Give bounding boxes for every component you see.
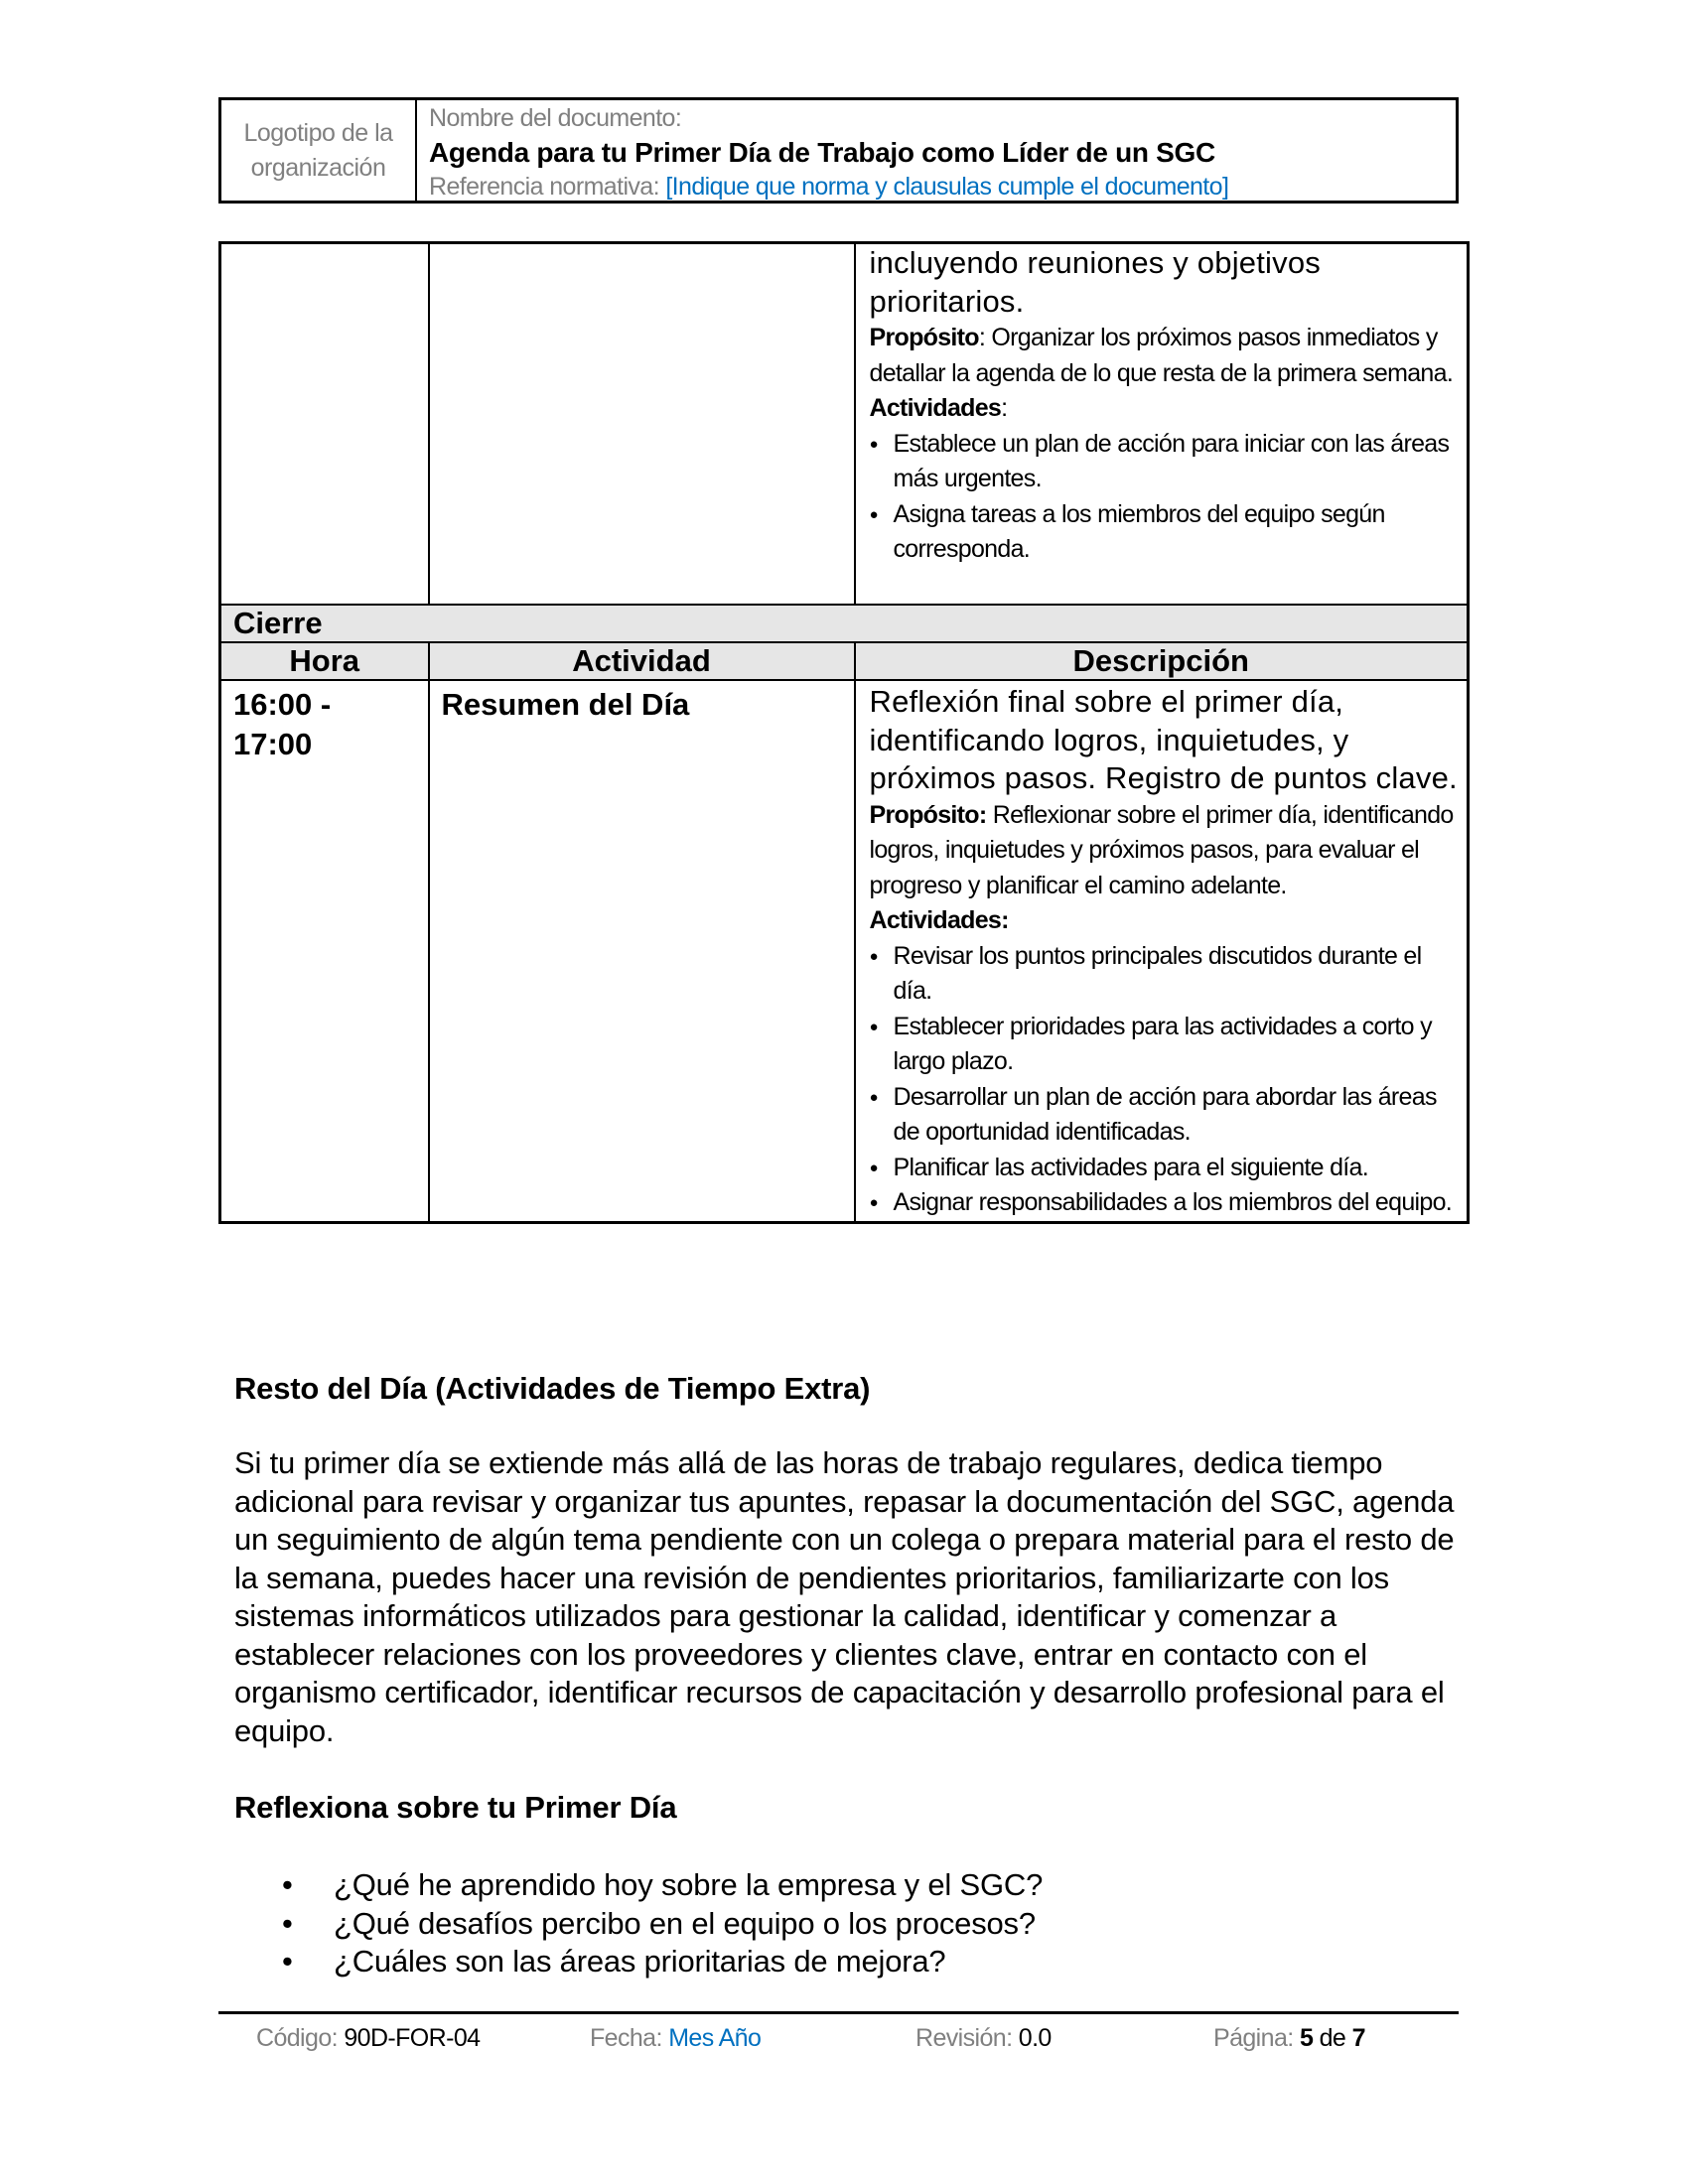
- page-sep: de: [1319, 2024, 1346, 2052]
- column-header-hora: Hora: [220, 642, 429, 680]
- list-item: ● Establecer prioridades para las actividades a corto y largo plazo.: [870, 1010, 1460, 1080]
- purpose-text: : Organizar los próximos pasos inmediatos y detallar la agenda de lo que resta de la primera semana.: [869, 324, 1454, 387]
- date-value: Mes Año: [668, 2024, 762, 2052]
- cell-hora: [220, 243, 429, 606]
- list-item: ● Establece un plan de acción para iniciar con las áreas más urgentes.: [870, 427, 1460, 497]
- cell-hora: 16:00 - 17:00: [220, 680, 429, 1222]
- cell-actividad: Resumen del Día: [429, 680, 855, 1222]
- date-label: Fecha:: [590, 2024, 662, 2052]
- page-current: 5: [1299, 2024, 1314, 2052]
- reflection-heading: Reflexiona sobre tu Primer Día: [234, 1790, 677, 1825]
- cell-actividad: [429, 243, 855, 606]
- section-row-cierre: [220, 605, 1469, 642]
- document-header: [218, 97, 1459, 204]
- doc-name-label: Nombre del documento:: [429, 104, 682, 132]
- list-item: ● Asignar responsabilidades a los miembros del equipo.: [870, 1185, 1460, 1221]
- column-header-descripcion: Descripción: [855, 642, 1469, 680]
- purpose: [870, 321, 1460, 391]
- footer-date: [590, 2022, 761, 2054]
- column-header-actividad: Actividad: [429, 642, 855, 680]
- revision-value: 0.0: [1018, 2024, 1052, 2052]
- activities-label: Actividades: [869, 394, 1002, 422]
- purpose-label: Propósito: [869, 324, 979, 351]
- footer-divider: [218, 2011, 1459, 2014]
- list-item: • ¿Qué he aprendido hoy sobre la empresa y el SGC?: [278, 1866, 1043, 1905]
- code-label: Código:: [256, 2024, 338, 2052]
- page-label: Página:: [1213, 2024, 1294, 2052]
- cell-descripcion: [855, 243, 1469, 606]
- purpose: [870, 798, 1460, 904]
- activities-label: Actividades:: [869, 906, 1009, 934]
- activities-list: [870, 427, 1460, 568]
- table-header-row: [220, 642, 1469, 680]
- footer-code: [256, 2022, 480, 2054]
- activities-suffix: :: [1001, 394, 1008, 422]
- purpose-text: Reflexionar sobre el primer día, identificando logros, inquietudes y próximos pasos, para evaluar el progreso y planificar el camino adelante.: [869, 800, 1454, 899]
- table-row-continued: [220, 243, 1469, 606]
- document-title: Agenda para tu Primer Día de Trabajo como Líder de un SGC: [429, 137, 1215, 168]
- purpose-label: Propósito:: [869, 800, 987, 829]
- logo-placeholder: Logotipo de la organización: [221, 100, 417, 201]
- activities-list: [870, 939, 1460, 1221]
- cell-descripcion: [855, 680, 1469, 1222]
- document-meta: [417, 100, 1456, 201]
- reference-value: [Indique que norma y clausulas cumple el documento]: [665, 173, 1229, 201]
- code-value: 90D-FOR-04: [344, 2024, 481, 2052]
- section-title: Cierre: [220, 605, 1469, 642]
- footer-revision: [915, 2022, 1052, 2054]
- reference-label: Referencia normativa:: [429, 173, 659, 201]
- reflection-questions: [278, 1866, 1043, 1981]
- extra-time-paragraph: Si tu primer día se extiende más allá de las horas de trabajo regulares, dedica tiempo adicional para revisar y organizar tus apuntes, repasar la documentación del SGC, agenda un seguimiento de algún tema pendiente con un colega o prepara material para el resto de la semana, puedes hacer una revisión de pendientes prioritarios, familiarizarte con los sistemas informáticos utilizados para gestionar la calidad, identificar y comenzar a establecer relaciones con los proveedores y clientes clave, entrar en contacto con el organismo certificador, identificar recursos de capacitación y desarrollo profesional para el equipo.: [234, 1445, 1455, 1748]
- extra-time-heading: Resto del Día (Actividades de Tiempo Extra): [234, 1371, 871, 1406]
- list-item: ● Planificar las actividades para el siguiente día.: [870, 1151, 1460, 1186]
- table-row: [220, 680, 1469, 1222]
- list-item: ● Revisar los puntos principales discutidos durante el día.: [870, 939, 1460, 1010]
- agenda-table: [218, 241, 1470, 1224]
- description-main: Reflexión final sobre el primer día, identificando logros, inquietudes, y próximos pasos. Registro de puntos clave.: [869, 684, 1458, 795]
- revision-label: Revisión:: [915, 2024, 1013, 2052]
- activities-heading: [870, 391, 1460, 427]
- list-item: • ¿Cuáles son las áreas prioritarias de mejora?: [278, 1943, 1043, 1981]
- footer-page: [1213, 2022, 1365, 2054]
- page-total: 7: [1351, 2024, 1365, 2052]
- list-item: ● Asigna tareas a los miembros del equipo según corresponda.: [870, 497, 1460, 568]
- reference-line: [429, 172, 1444, 203]
- list-item: • ¿Qué desafíos percibo en el equipo o los procesos?: [278, 1905, 1043, 1944]
- description-main: incluyendo reuniones y objetivos prioritarios.: [869, 245, 1321, 319]
- list-item: ● Desarrollar un plan de acción para abordar las áreas de oportunidad identificadas.: [870, 1080, 1460, 1151]
